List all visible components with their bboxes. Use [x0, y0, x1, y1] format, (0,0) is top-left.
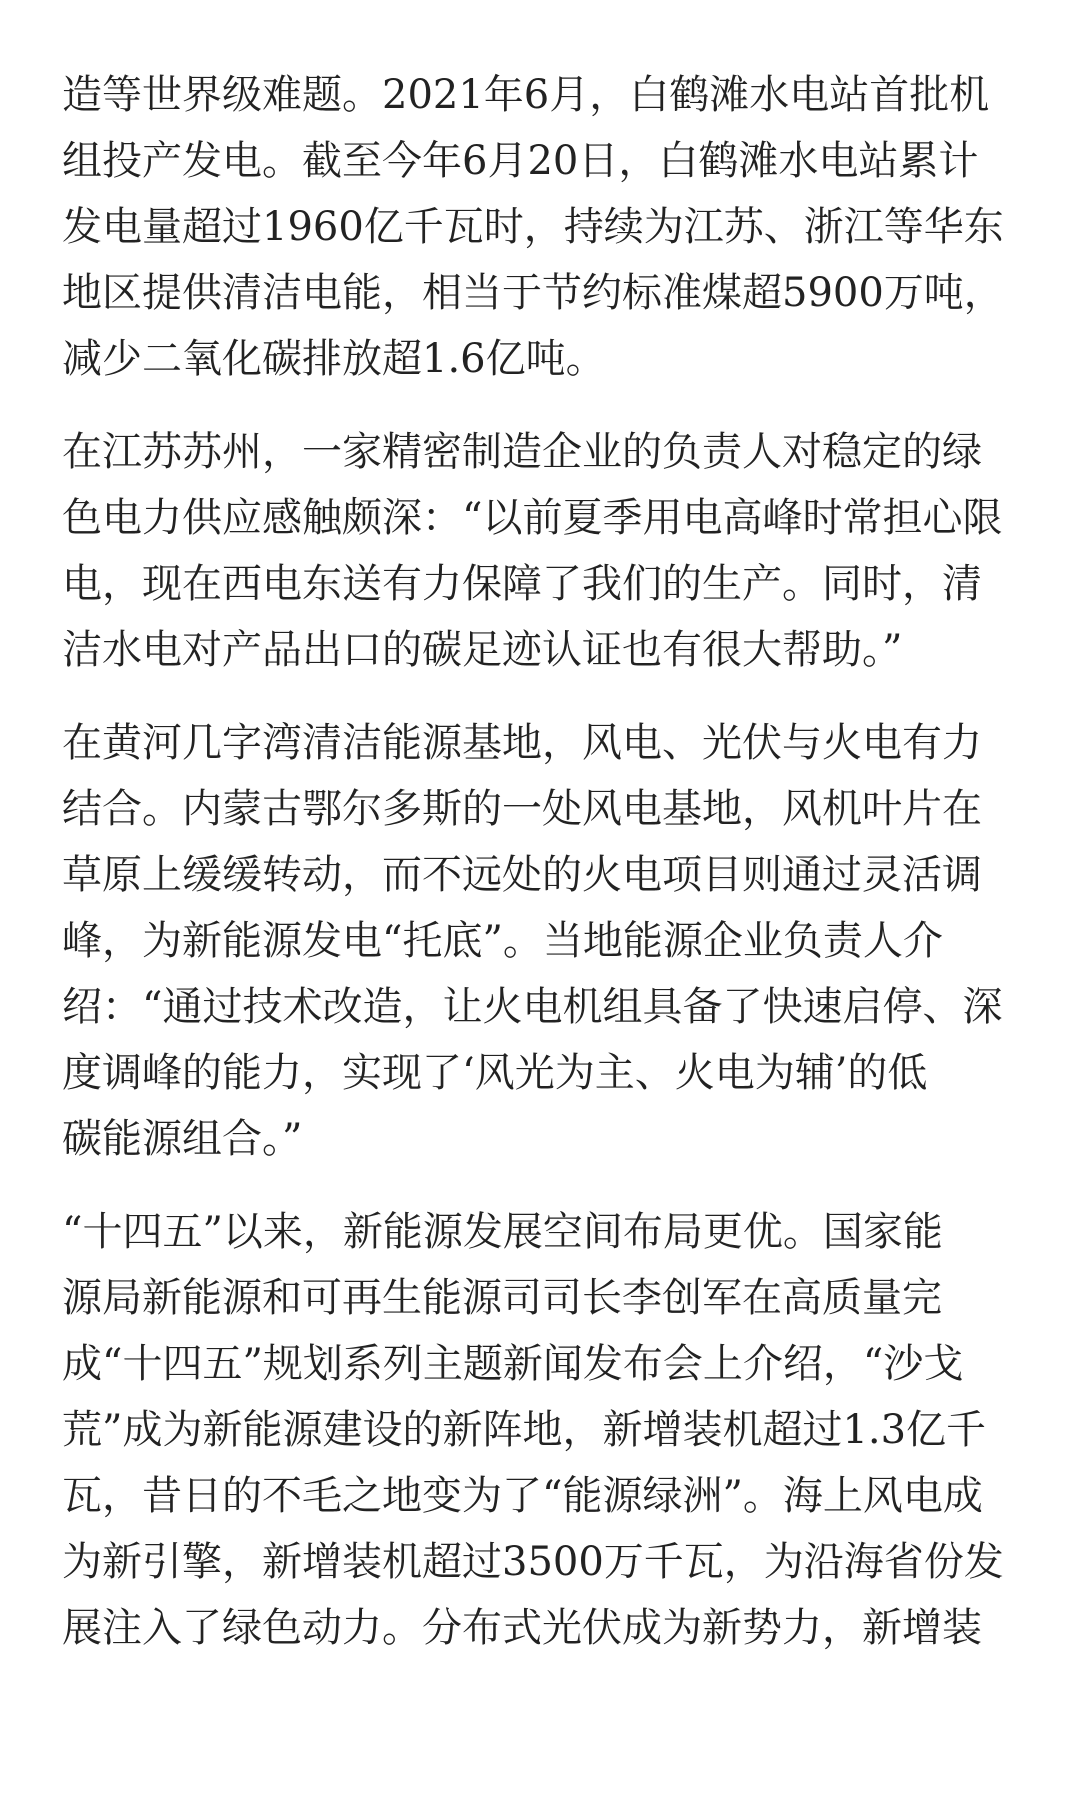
text-line: 峰，为新能源发电“托底”。当地能源企业负责人介: [62, 918, 943, 964]
text-line: 结合。内蒙古鄂尔多斯的一处风电基地，风机叶片在: [62, 786, 982, 832]
text-line: 度调峰的能力，实现了‘风光为主、火电为辅’的低: [62, 1050, 928, 1096]
paragraph-suzhou: [62, 419, 1022, 683]
paragraph-14th-five-year: [62, 1199, 1022, 1661]
paragraph-baihetan: [62, 62, 1022, 392]
text-line: 发电量超过1960亿千瓦时，持续为江苏、浙江等华东: [62, 204, 1004, 250]
paragraph-yellow-river: [62, 710, 1022, 1172]
text-line: 荒”成为新能源建设的新阵地，新增装机超过1.3亿千: [62, 1407, 987, 1453]
text-line: 瓦，昔日的不毛之地变为了“能源绿洲”。海上风电成: [62, 1473, 983, 1519]
text-line: “十四五”以来，新能源发展空间布局更优。国家能: [62, 1209, 943, 1255]
text-line: 色电力供应感触颇深：“以前夏季用电高峰时常担心限: [62, 495, 1003, 541]
text-line: 展注入了绿色动力。分布式光伏成为新势力，新增装: [62, 1605, 982, 1651]
text-line: 源局新能源和可再生能源司司长李创军在高质量完: [62, 1275, 942, 1321]
text-line: 为新引擎，新增装机超过3500万千瓦，为沿海省份发: [62, 1539, 1004, 1585]
text-line: 草原上缓缓转动，而不远处的火电项目则通过灵活调: [62, 852, 982, 898]
text-line: 绍：“通过技术改造，让火电机组具备了快速启停、深: [62, 984, 1003, 1030]
text-line: 造等世界级难题。2021年6月，白鹤滩水电站首批机: [62, 72, 990, 118]
text-line: 电，现在西电东送有力保障了我们的生产。同时，清: [62, 561, 982, 607]
text-line: 洁水电对产品出口的碳足迹认证也有很大帮助。”: [62, 627, 903, 673]
text-line: 在江苏苏州，一家精密制造企业的负责人对稳定的绿: [62, 429, 982, 475]
text-line: 碳能源组合。”: [62, 1116, 303, 1162]
text-line: 组投产发电。截至今年6月20日，白鹤滩水电站累计: [62, 138, 979, 184]
article-body: [62, 62, 1022, 1688]
text-line: 在黄河几字湾清洁能源基地，风电、光伏与火电有力: [62, 720, 982, 766]
text-line: 地区提供清洁电能，相当于节约标准煤超5900万吨，: [62, 270, 1004, 316]
text-line: 减少二氧化碳排放超1.6亿吨。: [62, 336, 606, 382]
text-line: 成“十四五”规划系列主题新闻发布会上介绍，“沙戈: [62, 1341, 964, 1387]
